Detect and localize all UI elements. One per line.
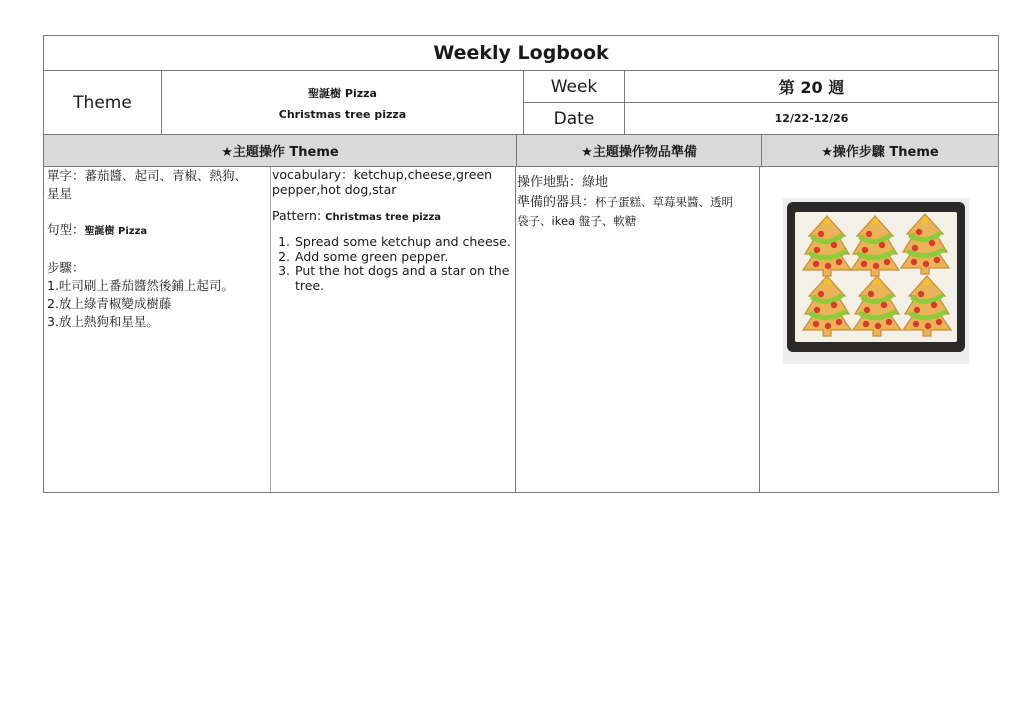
- pattern-en-value: Christmas tree pizza: [325, 212, 442, 223]
- steps-en-item: 2. Add some green pepper.: [294, 250, 515, 265]
- steps-zh-item: 2.放上綠青椒變成樹藤: [47, 296, 172, 311]
- baking-paper: [795, 212, 957, 342]
- pattern-en: [272, 207, 515, 227]
- pattern-zh-label: 句型：: [47, 222, 85, 237]
- vocab-en-line-1: vocabulary：ketchup,cheese,green: [272, 167, 493, 182]
- week-label: Week: [524, 71, 625, 102]
- chinese-content-cell: [44, 167, 271, 492]
- theme-value: [162, 71, 524, 134]
- english-content-cell: [271, 167, 516, 492]
- steps-photo-cell: [760, 167, 998, 492]
- header-row: [44, 71, 998, 135]
- vocab-en-line-2: pepper,hot dog,star: [272, 182, 397, 197]
- christmas-tree-pizzas-illustration: [795, 212, 957, 342]
- tools: [517, 193, 759, 212]
- baking-tray: [787, 202, 965, 352]
- theme-label: Theme: [44, 71, 162, 134]
- pattern-en-label: Pattern:: [272, 208, 322, 223]
- steps-en-item: 3. Put the hot dogs and a star on the tree.: [294, 264, 515, 293]
- materials-cell: [516, 167, 760, 492]
- date-label: Date: [524, 103, 625, 134]
- section-theme-ops: ★主題操作 Theme: [44, 135, 517, 166]
- tools-label: 準備的器具：: [517, 195, 596, 210]
- week-date-block: [524, 71, 998, 134]
- steps-en-list: [272, 235, 515, 293]
- content-row: [44, 167, 998, 492]
- tools-value-2: 袋子、ikea 盤子、軟糖: [517, 214, 637, 228]
- page-title: Weekly Logbook: [44, 36, 998, 71]
- steps-en-item: 1. Spread some ketchup and cheese.: [294, 235, 515, 250]
- vocab-en: [272, 167, 515, 197]
- pizza-photo: [783, 198, 969, 364]
- week-value: 第 20 週: [778, 78, 845, 97]
- vocab-zh-line-1: 單字：蕃茄醬、起司、青椒、熱狗、: [47, 168, 248, 183]
- section-materials: ★主題操作物品準備: [517, 135, 762, 166]
- steps-zh-label: 步驟：: [47, 260, 85, 275]
- pattern-zh-value: 聖誕樹 Pizza: [84, 226, 148, 237]
- pattern-zh: [47, 221, 267, 241]
- vocab-zh-line-2: 星星: [47, 186, 73, 201]
- theme-line-1: 聖誕樹 Pizza: [308, 86, 377, 100]
- date-value: 12/22-12/26: [774, 112, 849, 125]
- logbook-table: [43, 35, 999, 493]
- section-steps: ★操作步驟 Theme: [821, 145, 939, 160]
- place: 操作地點：綠地: [517, 175, 609, 190]
- steps-zh-item: 3.放上熱狗和星星。: [47, 314, 159, 329]
- section-header-row: [44, 135, 998, 167]
- theme-line-2: Christmas tree pizza: [278, 107, 407, 121]
- tools-value-1: 杯子蛋糕、草莓果醬、透明: [595, 195, 734, 209]
- steps-zh-item: 1.吐司刷上番茄醬然後鋪上起司。: [47, 278, 234, 293]
